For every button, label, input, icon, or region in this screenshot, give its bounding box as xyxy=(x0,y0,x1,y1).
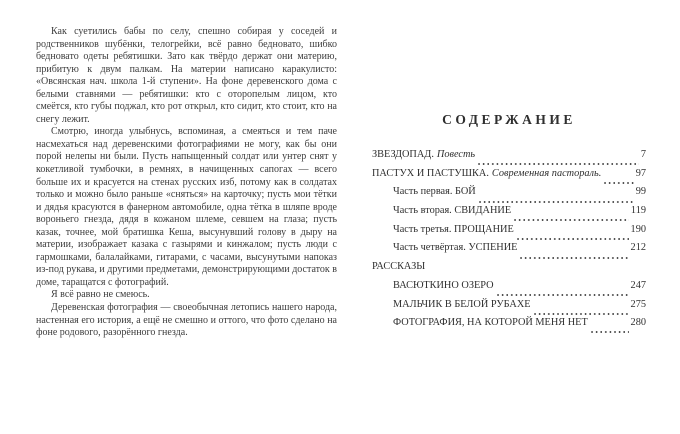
paragraph: Деревенская фотография — своеобычная летопись нашего народа, настенная его история, а ещё не смешно и оттого, что фото сделано на фоне родового, разорённого гнезда. xyxy=(36,302,337,339)
toc-entry xyxy=(372,299,646,318)
dot-leader xyxy=(604,182,633,184)
toc-entry xyxy=(372,149,646,168)
toc-entry-title: ПАСТУХ И ПАСТУШКА. xyxy=(372,167,489,179)
toc-entry xyxy=(372,205,646,224)
toc-entry-page: 119 xyxy=(630,205,646,217)
dot-leader xyxy=(591,331,629,333)
toc-entry-title: Часть третья. ПРОЩАНИЕ xyxy=(393,223,514,235)
dot-leader xyxy=(478,163,639,165)
toc-entry xyxy=(372,317,646,336)
dot-leader xyxy=(479,201,634,203)
toc-heading: СОДЕРЖАНИЕ xyxy=(442,112,576,127)
toc-entry-page: 97 xyxy=(635,167,646,179)
toc-entry xyxy=(372,280,646,299)
dot-leader xyxy=(517,238,629,240)
dot-leader xyxy=(514,219,629,221)
toc-entry-title: ВАСЮТКИНО ОЗЕРО xyxy=(393,279,494,291)
toc-entry xyxy=(372,168,646,187)
toc-entry xyxy=(372,261,646,280)
toc-entry-title: Часть четвёртая. УСПЕНИЕ xyxy=(393,242,518,254)
toc-entry-page: 190 xyxy=(630,223,646,235)
toc-entry-subtitle: Современная пастораль. xyxy=(491,167,602,179)
toc-entry-page: 212 xyxy=(630,242,646,254)
right-page-toc xyxy=(372,112,646,336)
paragraph: Смотрю, иногда улыбнусь, вспоминая, а смеяться и тем паче насмехаться над деревенскими фотографиями не могу, как бы они порой нелепы ни были. Пусть напыщенный солдат или унтер снят у кокетливой тумбочки, в ремнях, в начищенных сапогах — всего больше их и красуется на стенах русских изб, потому как в солдатах только и можно было раньше «сняться» на карточку; пусть мои тётки и дядья красуются в фанерном автомобиле, одна тётка в шляпе вроде вороньего гнезда, дядя в кожаном шлеме, севшем на глаза; пусть казак, точнее, мой братишка Кеша, высунувший голову в дыру на материи, изображает казака с газырями и кинжалом; пусть люди с гармошками, балалайками, гитарами, с часами, высунутыми напоказ из-под рукава, и другими предметами, демонстрирующими достаток в доме, таращатся с фотографий. xyxy=(36,126,337,288)
toc-entry xyxy=(372,242,646,261)
toc-list xyxy=(372,149,646,336)
paragraph: Я всё равно не смеюсь. xyxy=(51,289,150,301)
toc-entry-subtitle: Повесть xyxy=(436,149,476,160)
dot-leader xyxy=(520,257,628,259)
dot-leader xyxy=(497,294,629,296)
toc-entry-page: 280 xyxy=(630,317,646,329)
dot-leader xyxy=(534,313,629,315)
toc-entry-page: 99 xyxy=(635,186,646,198)
toc-entry-page: 247 xyxy=(630,279,646,291)
toc-entry-title: Часть первая. БОЙ xyxy=(393,186,476,198)
toc-entry-title: РАССКАЗЫ xyxy=(372,261,426,273)
toc-entry-page: 7 xyxy=(640,149,646,160)
toc-entry xyxy=(372,224,646,243)
toc-entry xyxy=(372,186,646,205)
toc-entry-title: ЗВЕЗДОПАД. xyxy=(372,149,434,160)
toc-entry-title: ФОТОГРАФИЯ, НА КОТОРОЙ МЕНЯ НЕТ xyxy=(393,317,588,329)
toc-entry-title: Часть вторая. СВИДАНИЕ xyxy=(393,205,512,217)
left-page-text xyxy=(36,26,337,340)
toc-entry-title: МАЛЬЧИК В БЕЛОЙ РУБАХЕ xyxy=(393,298,531,310)
toc-entry-page: 275 xyxy=(630,298,646,310)
paragraph: Как суетились бабы по селу, спешно собирая у соседей и родственников шубёнки, телогрейки, всё равно бедновато, шибко бедновато одеты ребятишки. Зато как твёрдо держат они материю, прибитую к двум палкам. На материи написано каракулисто: «Овсянская нач. школа 1-й ступени». На фоне деревенского дома с белыми ставнями — ребятишки: кто с оторопелым лицом, кто смеётся, кто губы поджал, кто рот открыл, кто сидит, кто стоит, кто на снегу лежит. xyxy=(36,26,337,125)
